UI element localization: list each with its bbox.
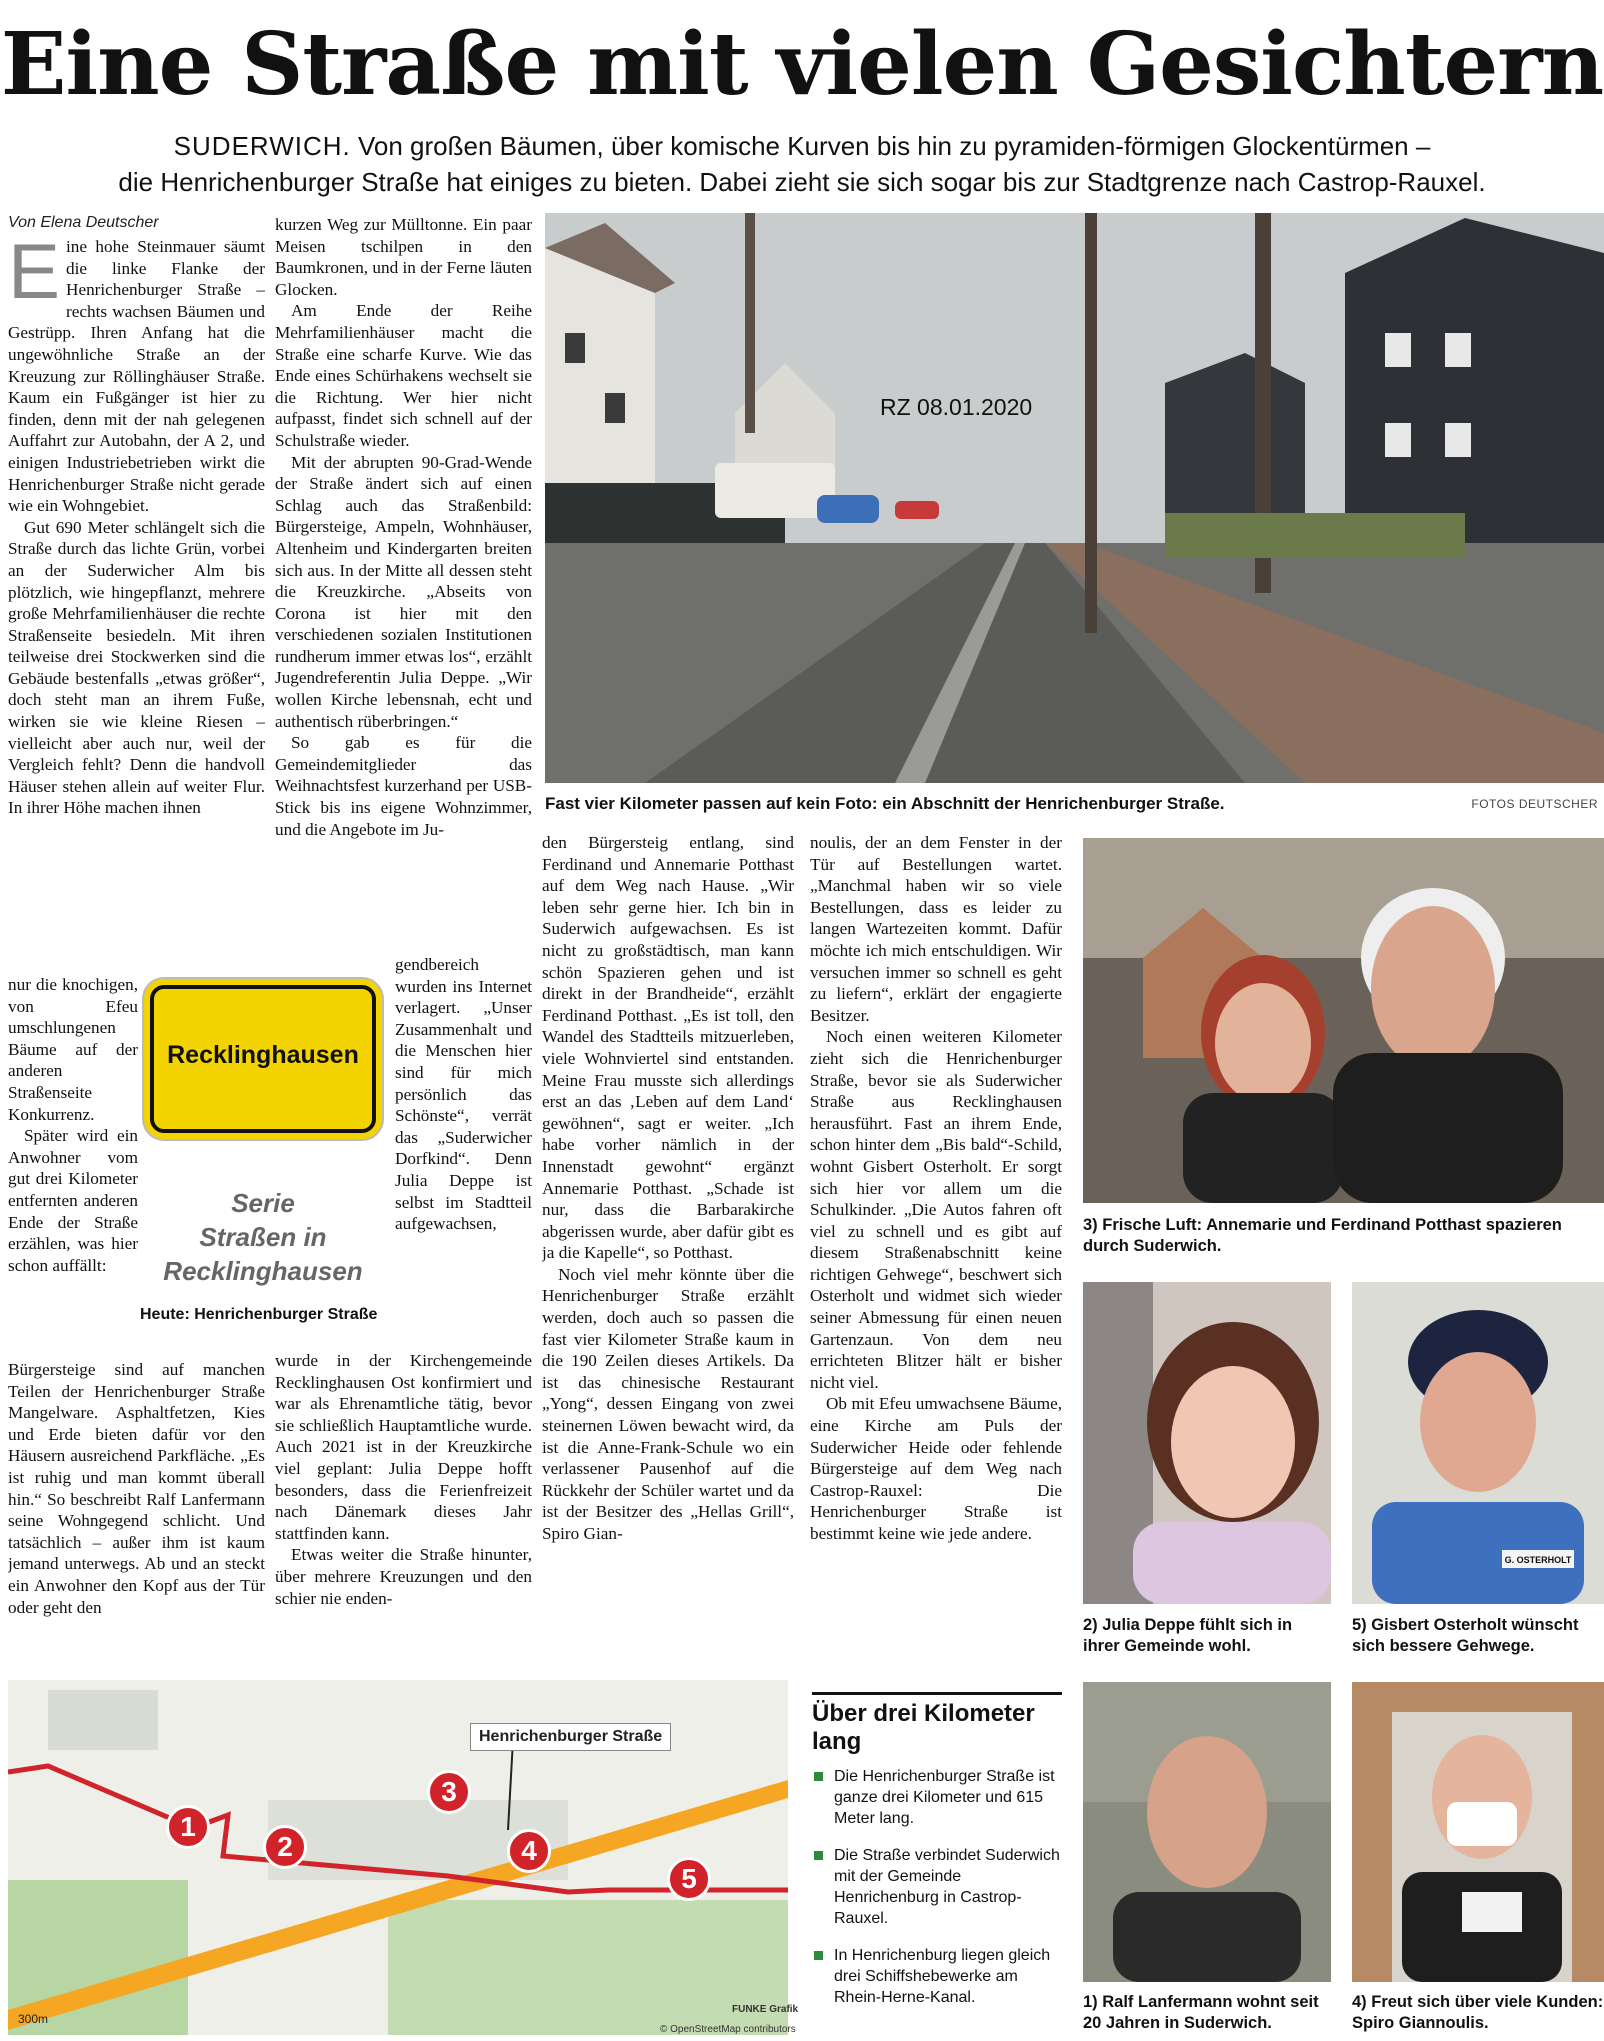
dropcap: E: [8, 236, 61, 315]
article-column-1: [8, 236, 265, 974]
series-line-1: Serie: [231, 1188, 295, 1218]
photo-deppe: [1083, 1282, 1331, 1604]
byline: Von Elena Deutscher: [8, 214, 159, 231]
article-column-1-bottom: [8, 1359, 265, 1659]
article-paragraph: Gut 690 Meter schlängelt sich die Straße durch das lichte Grün, vorbei an der Suderwicher Alm bis plötzlich, wie hingepflanzt, mehrere große Mehrfamilienhäuser die rechte Straßenseite besiedeln. Mit ihren teilweise drei Stockwerken sind die Gebäude bestenfalls „etwas größer“, doch steht man an ihrem Fuße, wirken sie wie kleine Riesen – vielleicht aber auch nur, weil der Vergleich fehlt? Denn die handvoll Häuser stehen allein auf weiter Flur. In ihrer Höhe machen ihnen: [8, 517, 265, 818]
article-paragraph: Am Ende der Reihe Mehrfamilienhäuser macht die Straße eine scharfe Kurve. Wie das Ende eines Schürhakens wechselt sie die Richtung. Wer hier nicht aufpasst, findet sich schnell auf der Schulstraße wieder.: [275, 301, 532, 450]
series-label: [150, 1186, 376, 1288]
series-subtitle: Heute: Henrichenburger Straße: [140, 1306, 378, 1323]
map-marker-2: 2: [263, 1825, 307, 1869]
photo-potthast: [1083, 838, 1604, 1203]
series-line-2: Straßen in: [199, 1222, 327, 1252]
headline: Eine Straße mit vielen Gesichtern: [0, 14, 1604, 115]
article-text: Bürgersteige sind auf manchen Teilen der Henrichenburger Straße Mangelware. Asphaltfetzen, Kies und Erde bieten dafür vor den Häusern ausreichend Parkfläche. „Es ist ruhig und man kommt überall hin.“ So beschreibt Ralf Lanfermann seine Wohngegend schlicht. Und tatsächlich – außer ihm ist kaum jemand unterwegs. Ab und an steckt ein Anwohner den Kopf aus der Tür oder geht den: [8, 1360, 265, 1617]
photo-potthast-caption: 3) Frische Luft: Annemarie und Ferdinand Potthast spazieren durch Suderwich.: [1083, 1216, 1562, 1255]
photo-osterholt-caption: 5) Gisbert Osterholt wünscht sich bessere Gehwege.: [1352, 1616, 1579, 1655]
date-stamp: RZ 08.01.2020: [880, 394, 1033, 420]
map-marker-1: 1: [166, 1805, 210, 1849]
article-text: kurzen Weg zur Mülltonne. Ein paar Meisen tschilpen in den Baumkronen, und in der Ferne läuten Glocken.: [275, 215, 532, 299]
infobox-facts: [812, 1766, 1062, 2024]
article-text: ine hohe Steinmauer säumt die linke Flanke der Henrichenburger Straße – rechts wachsen Bäumen und Gestrüpp. Ihren Anfang hat die ungewöhnliche Straße an der Kreuzung zur Röllinghäuser Straße. Kaum ein Fußgänger ist hier zu finden, denn mit der nah gelegenen Auffahrt zur Autobahn, der A 2, und einigen Industriebetrieben wirkt die Henrichenburger Straße nicht gerade wie ein Wohngebiet.: [8, 237, 265, 516]
photo-deppe-illustration: [1083, 1282, 1331, 1604]
article-text: gendbereich wurden ins Internet verlagert. „Unser Zusammenhalt und die Menschen hier sind für mich persönlich das Schönste“, verrät das „Suderwicher Dorfkind“. Denn Julia Deppe ist selbst im Stadtteil aufgewachsen,: [395, 955, 532, 1234]
article-text: noulis, der an dem Fenster in der Tür auf Bestellungen wartet. „Manchmal haben wir so viele Bestellungen, dass es leider zu langen Wartezeiten kommt. Dafür möchte ich mich entschuldigen. Wir versuchen immer so schnell es geht zu liefern“, erklärt der engagierte Besitzer.: [810, 833, 1062, 1025]
article-column-2-narrow: [395, 954, 532, 1334]
infobox-fact: Die Straße verbindet Suderwich mit der Gemeinde Henrichenburg in Castrop-Rauxel.: [812, 1845, 1062, 1929]
article-paragraph: Etwas weiter die Straße hinunter, über mehrere Kreuzungen und den schier nie enden-: [275, 1545, 532, 1608]
infobox-title: Über drei Kilometer lang: [812, 1700, 1035, 1755]
article-paragraph: Noch einen weiteren Kilometer zieht sich die Henrichenburger Straße, bevor sie als Suderwicher Straße aus Recklinghausen herausführt. Fast an ihrem Ende, schon hinter dem „Bis bald“-Schild, wohnt Gisbert Osterholt. Er sorgt sich hier vor allem um die Schulkinder. „Die Autos fahren oft viel zu schnell und es gibt auf diesem Straßenabschnitt keine richtigen Gehwege“, beschwert sich Osterholt und widmet sich wieder seiner Abmessung für einen neuen Gartenzaun. Von dem neu errichteten Blitzer hält er bisher nicht viel.: [810, 1027, 1062, 1392]
map-marker-4: 4: [507, 1829, 551, 1873]
article-paragraph: So gab es für die Gemeindemitglieder das Weihnachtsfest kurzerhand per USB-Stick bis ins eigene Wohnzimmer, und die Angebote im Ju-: [275, 733, 532, 839]
article-column-3: [542, 832, 794, 1662]
teaser-kicker: SUDERWICH.: [173, 131, 351, 161]
article-column-1-narrow: [8, 974, 138, 1359]
photo-osterholt: [1352, 1282, 1604, 1604]
article-text: wurde in der Kirchengemeinde Recklinghausen Ost konfirmiert und war als Ehrenamtliche tätig, bevor sie schließlich Hauptamtliche wurde. Auch 2021 ist in der Kreuzkirche viel geplant: Julia Deppe hofft besonders, dass die Ferienfreizeit nach Dänemark dieses Jahr stattfinden kann.: [275, 1351, 532, 1543]
article-text: den Bürgersteig entlang, sind Ferdinand und Annemarie Potthast auf dem Weg nach Hause. „Wir leben sehr gerne hier. Ich bin in Suderwich aufgewachsen. Es ist nicht zu großstädtisch, man kann schön Spazieren gehen und ist direkt in der Brandheide“, erzählt Ferdinand Potthast. „Es ist toll, den Wandel des Stadtteils mitzuerleben, viele Wohnviertel sind entstanden. Meine Frau musste sich allerdings erst an das ‚Leben auf dem Land‘ gewöhnen“, sagt er weiter. „Ich habe vorher nämlich in der Innenstadt gewohnt“ ergänzt Annemarie Potthast. „Schade ist nur, dass die Barbarakirche abgerissen wurde, aber dafür gibt es ja die Kapelle“, so Potthast.: [542, 833, 794, 1263]
article-paragraph: Noch viel mehr könnte über die Henrichenburger Straße erzählt werden, doch auch so passen die fast vier Kilometer Straße kaum in die 190 Zeilen dieses Artikels. Da ist das chinesische Restaurant „Yong“, dessen Eingang von zwei steinernen Löwen bewacht wird, da ist die Anne-Frank-Schule wo ein verlassener Pausenhof auf die Rückkehr der Schüler wartet und da ist der Besitzer des „Hellas Grill“, Spiro Gian-: [542, 1264, 794, 1543]
photo-credit: FOTOS DEUTSCHER: [1471, 797, 1598, 811]
photo-giannoulis: [1352, 1682, 1604, 1982]
infobox-fact: Die Henrichenburger Straße ist ganze drei Kilometer und 615 Meter lang.: [812, 1766, 1062, 1829]
map-attribution: © OpenStreetMap contributors: [660, 2024, 796, 2035]
article-paragraph: Mit der abrupten 90-Grad-Wende der Straße ändert sich auf einen Schlag auch das Straßenbild: Bürgersteige, Ampeln, Wohnhäuser, Altenheim und Kindergarten breiten sich aus. In der Mitte all dessen steht die Kreuzkirche. „Abseits von Corona ist hier mit den verschiedenen sozialen Institutionen rundherum immer etwas los“, erzählt Jugendreferentin Julia Deppe. „Wir wollen Kirche lebensnah, echt und authentisch rüberbringen.“: [275, 452, 532, 731]
series-line-3: Recklinghausen: [163, 1256, 363, 1286]
photo-potthast-illustration: [1083, 838, 1604, 1203]
name-badge: G. OSTERHOLT: [1504, 1555, 1572, 1565]
map-marker-5: 5: [667, 1857, 711, 1901]
town-sign: [150, 985, 376, 1133]
photo-giannoulis-caption: 4) Freut sich über viele Kunden: Spiro Giannoulis.: [1352, 1993, 1604, 2032]
map-street-label: Henrichenburger Straße: [470, 1723, 671, 1751]
article-column-2: [275, 214, 532, 954]
teaser-line-2: die Henrichenburger Straße hat einiges zu bieten. Dabei zieht sie sich sogar bis zur Stadtgrenze nach Castrop-Rauxel.: [118, 167, 1486, 197]
map-marker-3: 3: [427, 1770, 471, 1814]
photo-lanfermann: [1083, 1682, 1331, 1982]
infobox-rule: [812, 1692, 1062, 1695]
teaser: [60, 128, 1544, 200]
photo-lanfermann-illustration: [1083, 1682, 1331, 1982]
photo-giannoulis-illustration: [1352, 1682, 1604, 1982]
article-text: nur die knochigen, von Efeu umschlungenen Bäume auf der anderen Straßenseite Konkurrenz.: [8, 975, 138, 1124]
main-photo-caption: Fast vier Kilometer passen auf kein Foto: ein Abschnitt der Henrichenburger Straße.: [545, 794, 1225, 813]
map-source: FUNKE Grafik: [732, 2004, 799, 2015]
article-paragraph: Ob mit Efeu umwachsene Bäume, eine Kirche am Puls der Suderwicher Heide oder fehlende Bürgersteige auf dem Weg nach Castrop-Rauxel: Die Henrichenburger Straße ist bestimmt keine wie jede andere.: [810, 1394, 1062, 1543]
infobox-fact: In Henrichenburg liegen gleich drei Schiffshebewerke am Rhein-Herne-Kanal.: [812, 1945, 1062, 2008]
teaser-line-1: Von großen Bäumen, über komische Kurven bis hin zu pyramiden-förmigen Glockentürmen –: [358, 131, 1431, 161]
map-scale: 300m: [18, 2012, 49, 2026]
town-sign-text: Recklinghausen: [167, 1041, 359, 1069]
article-column-2-bottom: [275, 1350, 532, 1660]
photo-osterholt-illustration: [1352, 1282, 1604, 1604]
street-photo: [545, 213, 1604, 783]
photo-deppe-caption: 2) Julia Deppe fühlt sich in ihrer Gemeinde wohl.: [1083, 1616, 1293, 1655]
street-photo-illustration: [545, 213, 1604, 783]
article-paragraph: Später wird ein Anwohner vom gut drei Kilometer entfernten anderen Ende der Straße erzählen, was hier schon auffällt:: [8, 1126, 138, 1275]
photo-lanfermann-caption: 1) Ralf Lanfermann wohnt seit 20 Jahren in Suderwich.: [1083, 1993, 1319, 2032]
article-column-4: [810, 832, 1062, 1662]
